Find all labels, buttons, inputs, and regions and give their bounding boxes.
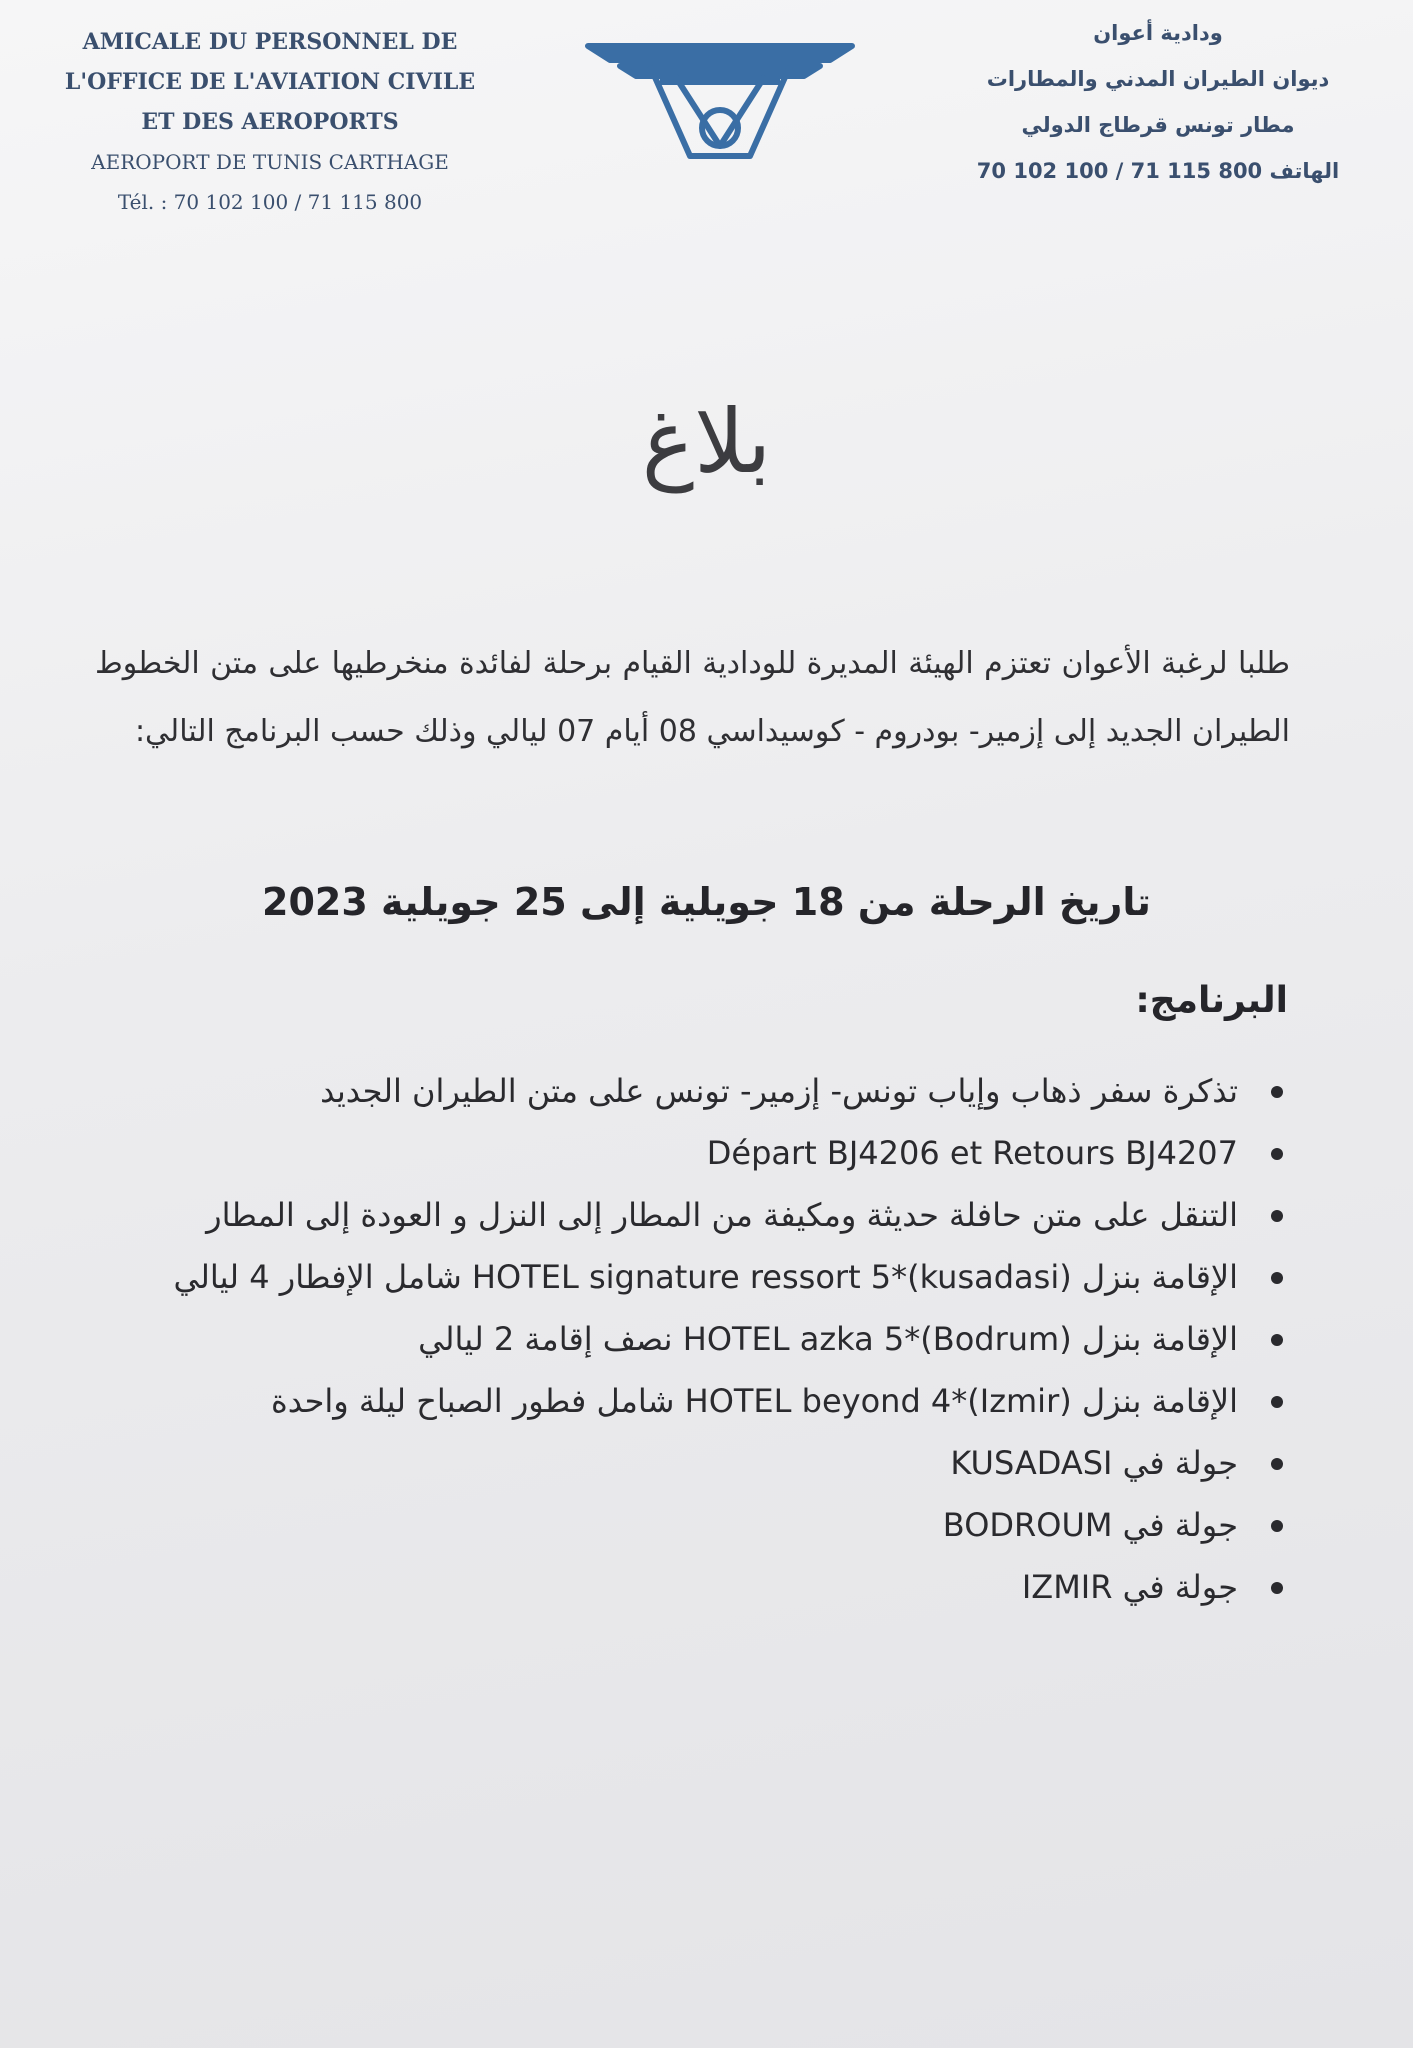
letterhead-line: ودادية أعوان	[1093, 21, 1223, 45]
program-heading: البرنامج:	[1135, 980, 1288, 1021]
list-item	[123, 1246, 1238, 1308]
list-item-text: الإقامة بنزل HOTEL signature ressort 5*(kusadasi) شامل الإفطار 4 ليالي	[173, 1258, 1238, 1296]
intro-paragraph: طلبا لرغبة الأعوان تعتزم الهيئة المديرة للودادية القيام برحلة لفائدة منخرطيها على متن الخطوط الطيران الجديد إلى إزمير- بودروم - كوسيداسي 08 أيام 07 ليالي وذلك حسب البرنامج التالي:	[95, 646, 1290, 749]
letterhead-line: ET DES AEROPORTS	[141, 109, 399, 135]
bullet-icon	[1271, 1148, 1283, 1160]
bullet-icon	[1271, 1582, 1283, 1594]
list-item-text: تذكرة سفر ذهاب وإياب تونس- إزمير- تونس على متن الطيران الجديد	[320, 1072, 1238, 1110]
letterhead-phone: الهاتف 800 115 71 / 100 102 70	[976, 159, 1340, 183]
list-item	[123, 1184, 1238, 1246]
letterhead-line: AEROPORT DE TUNIS CARTHAGE	[91, 150, 449, 174]
bullet-icon	[1271, 1520, 1283, 1532]
list-item-text: جولة في IZMIR	[1021, 1568, 1238, 1606]
aviation-wings-logo-icon	[580, 36, 860, 176]
letterhead-line: ديوان الطيران المدني والمطارات	[986, 67, 1330, 91]
list-item	[123, 1308, 1238, 1370]
list-item-text: الإقامة بنزل HOTEL beyond 4*(Izmir) شامل فطور الصباح ليلة واحدة	[271, 1382, 1238, 1420]
bullet-icon	[1271, 1272, 1283, 1284]
list-item-text: الإقامة بنزل HOTEL azka 5*(Bodrum) نصف إقامة 2 ليالي	[418, 1320, 1238, 1358]
list-item-text: Départ BJ4206 et Retours BJ4207	[706, 1134, 1238, 1172]
bullet-icon	[1271, 1458, 1283, 1470]
list-item	[123, 1122, 1238, 1184]
letterhead-line: AMICALE DU PERSONNEL DE	[82, 29, 458, 55]
list-item-text: جولة في BODROUM	[942, 1506, 1238, 1544]
list-item	[123, 1370, 1238, 1432]
list-item	[123, 1556, 1238, 1618]
bullet-icon	[1271, 1396, 1283, 1408]
letterhead-line: مطار تونس قرطاج الدولي	[1021, 113, 1295, 137]
trip-date: تاريخ الرحلة من 18 جويلية إلى 25 جويلية 2023	[262, 880, 1151, 924]
bullet-icon	[1271, 1086, 1283, 1098]
list-item	[123, 1060, 1238, 1122]
list-item-text: جولة في KUSADASI	[950, 1444, 1238, 1482]
letterhead-line: L'OFFICE DE L'AVIATION CIVILE	[64, 69, 476, 95]
letterhead-french	[60, 22, 480, 222]
program-list	[123, 1060, 1238, 1618]
letterhead-phone: Tél. : 70 102 100 / 71 115 800	[117, 190, 423, 214]
list-item	[123, 1494, 1238, 1556]
bullet-icon	[1271, 1210, 1283, 1222]
list-item	[123, 1432, 1238, 1494]
bullet-icon	[1271, 1334, 1283, 1346]
letterhead-arabic	[948, 10, 1368, 194]
list-item-text: التنقل على متن حافلة حديثة ومكيفة من المطار إلى النزل و العودة إلى المطار	[206, 1196, 1238, 1234]
notice-title: بلاغ	[641, 390, 772, 493]
